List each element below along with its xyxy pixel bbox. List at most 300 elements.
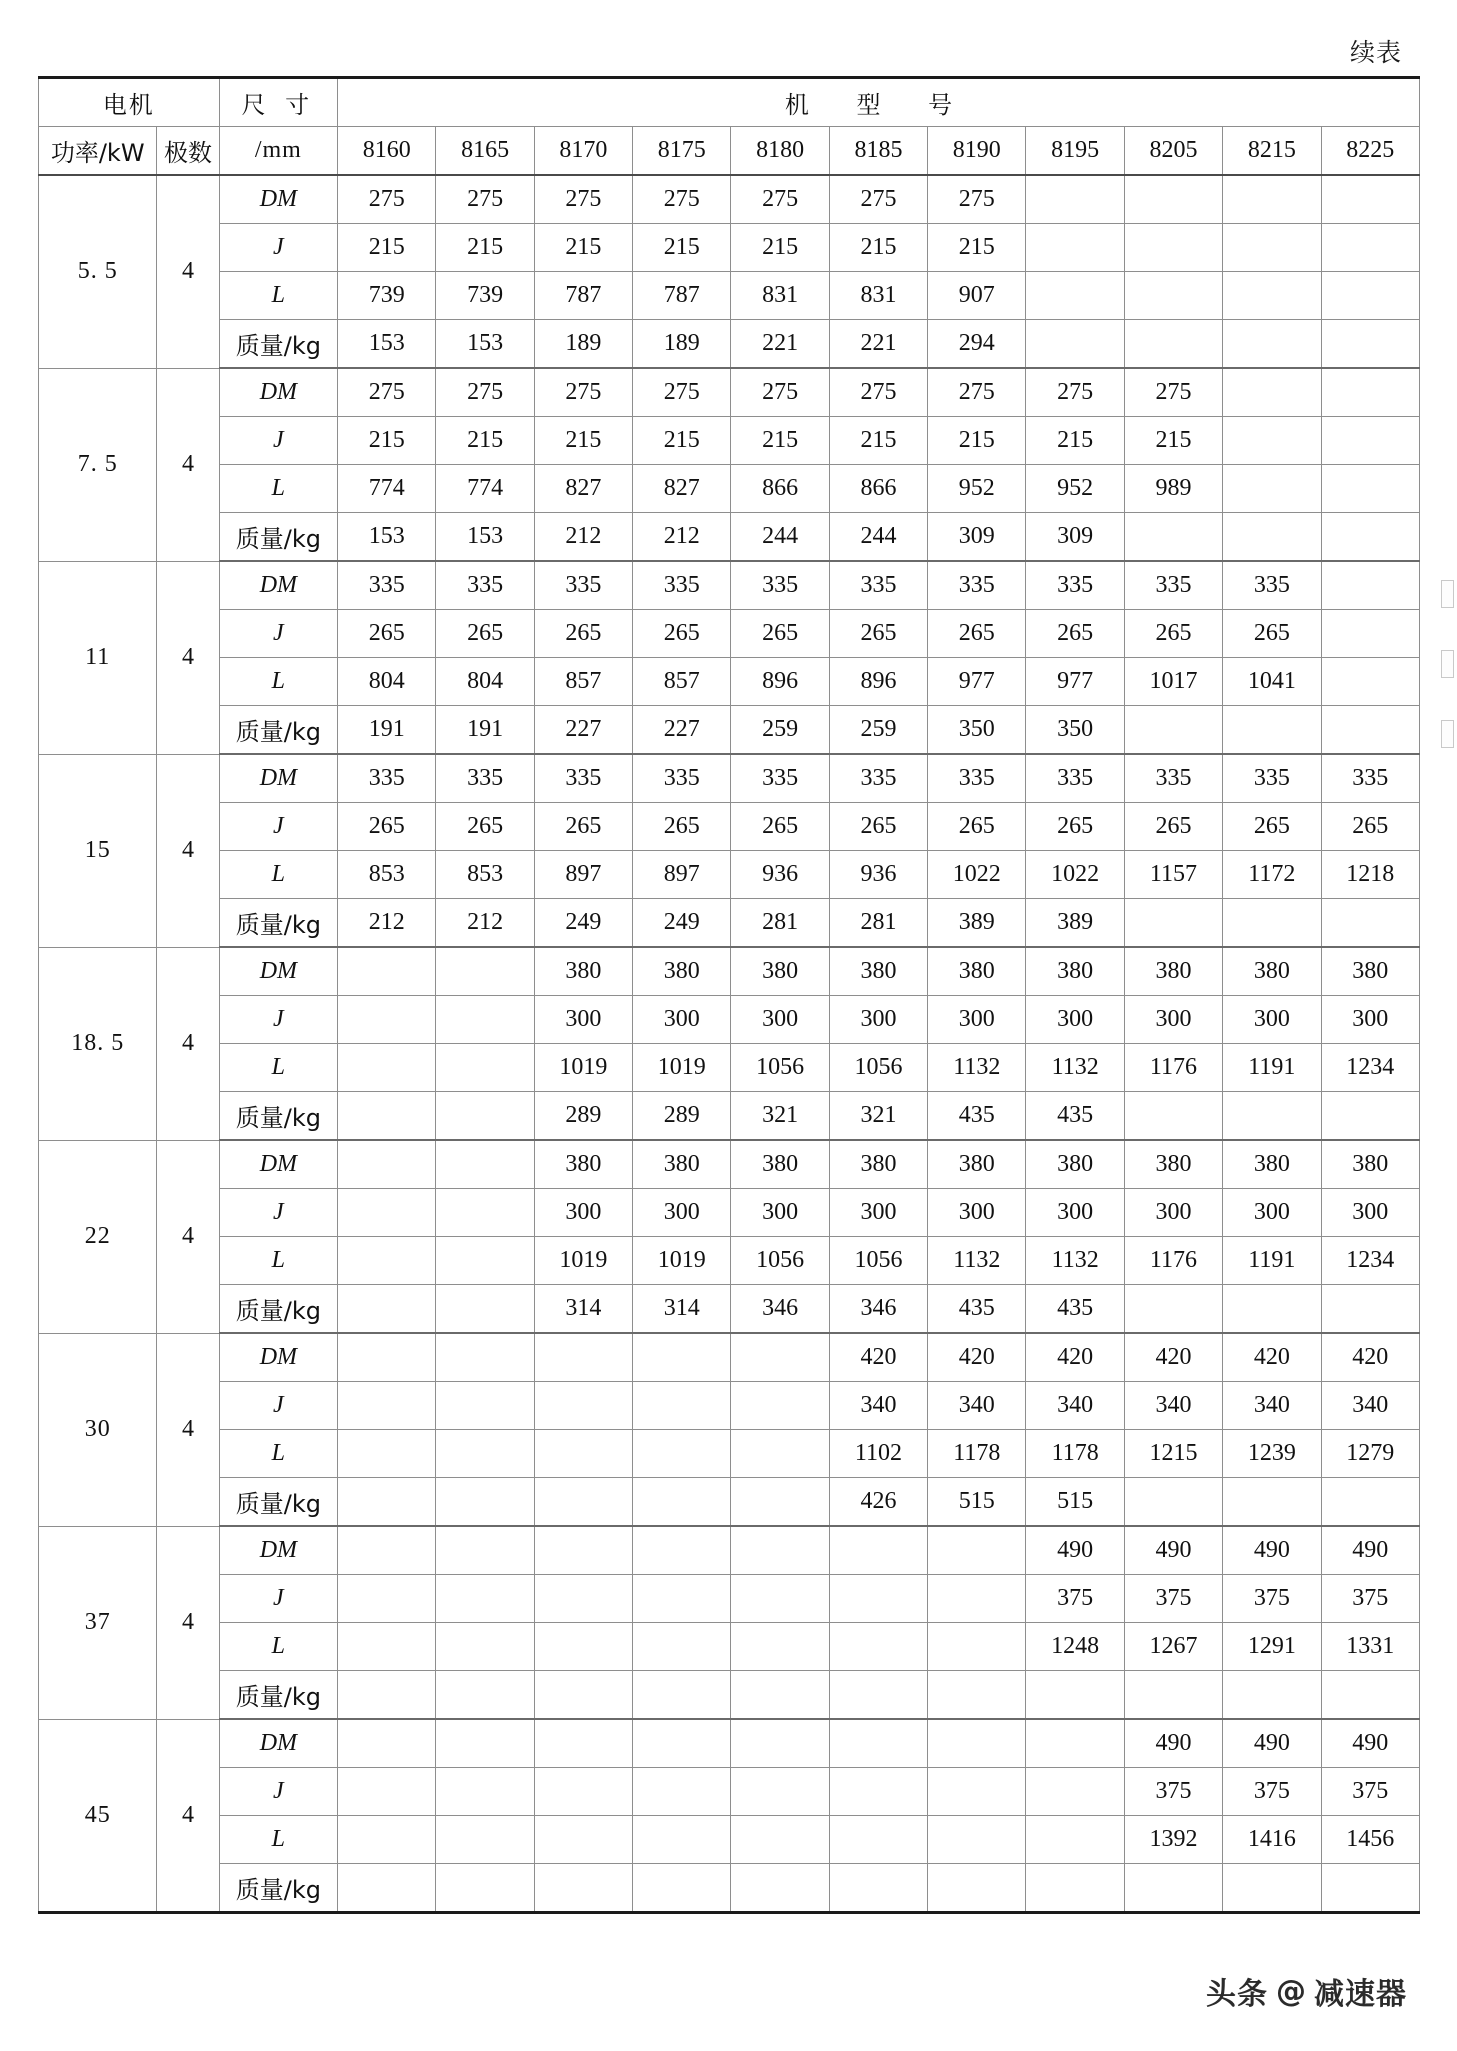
value-cell xyxy=(731,1768,829,1816)
value-cell xyxy=(338,996,436,1044)
value-cell xyxy=(633,1430,731,1478)
value-cell xyxy=(1124,513,1222,562)
value-cell xyxy=(1124,1671,1222,1720)
value-cell xyxy=(436,1719,534,1768)
table-row xyxy=(39,1189,1420,1237)
value-cell: 335 xyxy=(731,754,829,803)
table-row xyxy=(39,1092,1420,1141)
dimension-label-mass: 质量/kg xyxy=(219,1478,337,1527)
value-cell: 350 xyxy=(1026,706,1124,755)
watermark-platform: 头条 xyxy=(1206,1977,1268,2012)
table-row xyxy=(39,1864,1420,1913)
value-cell xyxy=(534,1430,632,1478)
value-cell xyxy=(338,1189,436,1237)
value-cell: 375 xyxy=(1223,1575,1321,1623)
value-cell xyxy=(928,1768,1026,1816)
value-cell xyxy=(928,1526,1026,1575)
value-cell: 215 xyxy=(436,224,534,272)
value-cell: 380 xyxy=(928,1140,1026,1189)
value-cell: 335 xyxy=(928,754,1026,803)
table-row xyxy=(39,658,1420,706)
value-cell xyxy=(1124,272,1222,320)
value-cell: 952 xyxy=(928,465,1026,513)
value-cell: 300 xyxy=(928,1189,1026,1237)
dimension-label-l: L xyxy=(219,465,337,513)
value-cell: 265 xyxy=(829,610,927,658)
value-cell: 350 xyxy=(928,706,1026,755)
power-cell: 5. 5 xyxy=(39,175,157,368)
value-cell: 1178 xyxy=(928,1430,1026,1478)
value-cell: 490 xyxy=(1124,1526,1222,1575)
value-cell xyxy=(1321,465,1420,513)
value-cell: 300 xyxy=(1124,1189,1222,1237)
value-cell: 420 xyxy=(1026,1333,1124,1382)
value-cell xyxy=(1321,561,1420,610)
value-cell: 1041 xyxy=(1223,658,1321,706)
value-cell: 189 xyxy=(633,320,731,369)
value-cell: 335 xyxy=(436,754,534,803)
value-cell xyxy=(633,1575,731,1623)
value-cell: 212 xyxy=(633,513,731,562)
poles-cell: 4 xyxy=(157,1526,219,1719)
value-cell: 490 xyxy=(1124,1719,1222,1768)
dimension-label-mass: 质量/kg xyxy=(219,513,337,562)
value-cell: 831 xyxy=(829,272,927,320)
value-cell: 335 xyxy=(1223,561,1321,610)
value-cell xyxy=(1124,1478,1222,1527)
value-cell xyxy=(1223,465,1321,513)
value-cell: 275 xyxy=(338,175,436,224)
value-cell: 335 xyxy=(1124,754,1222,803)
value-cell xyxy=(436,1575,534,1623)
value-cell: 265 xyxy=(829,803,927,851)
value-cell xyxy=(436,1237,534,1285)
value-cell: 275 xyxy=(436,368,534,417)
table-row xyxy=(39,224,1420,272)
table-row xyxy=(39,513,1420,562)
value-cell xyxy=(829,1719,927,1768)
value-cell: 1191 xyxy=(1223,1044,1321,1092)
value-cell xyxy=(633,1333,731,1382)
value-cell: 300 xyxy=(1223,996,1321,1044)
value-cell: 281 xyxy=(829,899,927,948)
value-cell: 380 xyxy=(633,1140,731,1189)
value-cell: 265 xyxy=(731,610,829,658)
value-cell: 787 xyxy=(534,272,632,320)
value-cell: 275 xyxy=(534,368,632,417)
value-cell xyxy=(436,996,534,1044)
value-cell: 215 xyxy=(534,224,632,272)
value-cell: 1234 xyxy=(1321,1044,1420,1092)
value-cell xyxy=(829,1575,927,1623)
dimension-label-dm: DM xyxy=(219,368,337,417)
value-cell: 420 xyxy=(1321,1333,1420,1382)
value-cell xyxy=(633,1382,731,1430)
dimension-label-dm: DM xyxy=(219,175,337,224)
value-cell: 335 xyxy=(829,754,927,803)
value-cell: 1331 xyxy=(1321,1623,1420,1671)
value-cell: 265 xyxy=(338,610,436,658)
value-cell xyxy=(1223,1478,1321,1527)
dimension-label-j: J xyxy=(219,1382,337,1430)
value-cell: 827 xyxy=(633,465,731,513)
value-cell: 212 xyxy=(436,899,534,948)
value-cell: 977 xyxy=(1026,658,1124,706)
value-cell: 191 xyxy=(436,706,534,755)
value-cell xyxy=(534,1333,632,1382)
value-cell: 340 xyxy=(1124,1382,1222,1430)
table-row xyxy=(39,1333,1420,1382)
value-cell: 420 xyxy=(1223,1333,1321,1382)
value-cell: 300 xyxy=(534,996,632,1044)
power-cell: 11 xyxy=(39,561,157,754)
value-cell xyxy=(1321,513,1420,562)
value-cell: 375 xyxy=(1124,1575,1222,1623)
value-cell: 215 xyxy=(731,417,829,465)
value-cell: 515 xyxy=(1026,1478,1124,1527)
poles-cell: 4 xyxy=(157,1719,219,1913)
continued-table-label: 续表 xyxy=(1349,38,1402,67)
value-cell: 1056 xyxy=(829,1237,927,1285)
value-cell: 1267 xyxy=(1124,1623,1222,1671)
value-cell: 300 xyxy=(534,1189,632,1237)
value-cell: 265 xyxy=(1026,610,1124,658)
value-cell: 221 xyxy=(829,320,927,369)
value-cell xyxy=(338,1092,436,1141)
value-cell: 346 xyxy=(829,1285,927,1334)
value-cell: 389 xyxy=(1026,899,1124,948)
dimension-label-j: J xyxy=(219,224,337,272)
value-cell: 215 xyxy=(338,417,436,465)
poles-cell: 4 xyxy=(157,561,219,754)
value-cell xyxy=(633,1768,731,1816)
value-cell: 380 xyxy=(731,947,829,996)
value-cell xyxy=(1321,224,1420,272)
dimension-label-mass: 质量/kg xyxy=(219,320,337,369)
value-cell: 335 xyxy=(633,561,731,610)
value-cell: 215 xyxy=(829,417,927,465)
dimension-label-mass: 质量/kg xyxy=(219,1671,337,1720)
value-cell: 1056 xyxy=(829,1044,927,1092)
value-cell xyxy=(1223,1285,1321,1334)
table-row xyxy=(39,1285,1420,1334)
value-cell: 300 xyxy=(928,996,1026,1044)
value-cell: 490 xyxy=(1223,1526,1321,1575)
header-model-8175: 8175 xyxy=(633,127,731,176)
value-cell xyxy=(436,1864,534,1913)
dimension-label-mass: 质量/kg xyxy=(219,1864,337,1913)
value-cell xyxy=(1223,272,1321,320)
value-cell: 380 xyxy=(1223,947,1321,996)
dimension-label-l: L xyxy=(219,658,337,706)
value-cell: 380 xyxy=(1321,1140,1420,1189)
value-cell: 265 xyxy=(534,610,632,658)
value-cell: 189 xyxy=(534,320,632,369)
value-cell xyxy=(338,1671,436,1720)
value-cell: 335 xyxy=(633,754,731,803)
value-cell xyxy=(1026,1719,1124,1768)
header-column-row xyxy=(39,127,1420,176)
value-cell: 420 xyxy=(829,1333,927,1382)
value-cell: 265 xyxy=(1124,803,1222,851)
value-cell: 212 xyxy=(338,899,436,948)
value-cell: 907 xyxy=(928,272,1026,320)
table-row xyxy=(39,754,1420,803)
value-cell: 215 xyxy=(829,224,927,272)
value-cell: 380 xyxy=(1026,1140,1124,1189)
value-cell: 1102 xyxy=(829,1430,927,1478)
value-cell xyxy=(338,1237,436,1285)
header-model-8165: 8165 xyxy=(436,127,534,176)
value-cell: 804 xyxy=(338,658,436,706)
header-group-row xyxy=(39,78,1420,127)
header-model-8215: 8215 xyxy=(1223,127,1321,176)
value-cell: 866 xyxy=(731,465,829,513)
value-cell xyxy=(436,1430,534,1478)
value-cell: 380 xyxy=(1321,947,1420,996)
power-cell: 18. 5 xyxy=(39,947,157,1140)
table-row xyxy=(39,947,1420,996)
value-cell: 215 xyxy=(1026,417,1124,465)
value-cell: 380 xyxy=(633,947,731,996)
value-cell xyxy=(436,1285,534,1334)
value-cell: 435 xyxy=(1026,1285,1124,1334)
value-cell: 426 xyxy=(829,1478,927,1527)
value-cell: 380 xyxy=(829,947,927,996)
value-cell: 380 xyxy=(1124,947,1222,996)
dimension-label-j: J xyxy=(219,1768,337,1816)
value-cell xyxy=(1124,224,1222,272)
value-cell xyxy=(436,1189,534,1237)
value-cell: 281 xyxy=(731,899,829,948)
value-cell xyxy=(731,1816,829,1864)
value-cell: 321 xyxy=(731,1092,829,1141)
value-cell xyxy=(534,1623,632,1671)
value-cell xyxy=(1321,899,1420,948)
value-cell: 300 xyxy=(1321,996,1420,1044)
value-cell xyxy=(436,1333,534,1382)
value-cell xyxy=(436,947,534,996)
value-cell: 1172 xyxy=(1223,851,1321,899)
value-cell xyxy=(338,1864,436,1913)
value-cell xyxy=(1124,320,1222,369)
value-cell: 300 xyxy=(1026,1189,1124,1237)
value-cell xyxy=(731,1719,829,1768)
value-cell xyxy=(534,1526,632,1575)
header-model-8160: 8160 xyxy=(338,127,436,176)
poles-cell: 4 xyxy=(157,1333,219,1526)
value-cell: 212 xyxy=(534,513,632,562)
dimension-label-l: L xyxy=(219,1623,337,1671)
value-cell: 1215 xyxy=(1124,1430,1222,1478)
value-cell: 300 xyxy=(1026,996,1124,1044)
value-cell: 275 xyxy=(928,175,1026,224)
value-cell: 375 xyxy=(1223,1768,1321,1816)
value-cell: 897 xyxy=(633,851,731,899)
value-cell xyxy=(1026,1671,1124,1720)
value-cell xyxy=(1026,1864,1124,1913)
value-cell: 300 xyxy=(829,1189,927,1237)
value-cell xyxy=(436,1768,534,1816)
value-cell: 265 xyxy=(1321,803,1420,851)
value-cell: 1056 xyxy=(731,1237,829,1285)
value-cell: 259 xyxy=(731,706,829,755)
table-body xyxy=(39,175,1420,1913)
value-cell xyxy=(928,1575,1026,1623)
value-cell xyxy=(1321,272,1420,320)
header-model-8170: 8170 xyxy=(534,127,632,176)
value-cell: 249 xyxy=(633,899,731,948)
value-cell xyxy=(338,1575,436,1623)
table-row xyxy=(39,899,1420,948)
value-cell: 227 xyxy=(534,706,632,755)
value-cell: 321 xyxy=(829,1092,927,1141)
value-cell: 490 xyxy=(1026,1526,1124,1575)
value-cell xyxy=(1124,175,1222,224)
value-cell: 221 xyxy=(731,320,829,369)
value-cell: 435 xyxy=(1026,1092,1124,1141)
value-cell xyxy=(338,1430,436,1478)
table-row xyxy=(39,851,1420,899)
value-cell: 335 xyxy=(1026,754,1124,803)
value-cell: 335 xyxy=(338,561,436,610)
table-row xyxy=(39,610,1420,658)
header-dimension-unit: /mm xyxy=(219,127,337,176)
value-cell: 952 xyxy=(1026,465,1124,513)
motor-dimension-table xyxy=(38,76,1420,1914)
value-cell xyxy=(1223,899,1321,948)
value-cell: 787 xyxy=(633,272,731,320)
value-cell: 435 xyxy=(928,1285,1026,1334)
value-cell: 897 xyxy=(534,851,632,899)
value-cell: 375 xyxy=(1321,1768,1420,1816)
value-cell: 335 xyxy=(534,561,632,610)
value-cell xyxy=(633,1816,731,1864)
header-dimension-group: 尺 寸 xyxy=(219,78,337,127)
table-row xyxy=(39,175,1420,224)
value-cell xyxy=(731,1430,829,1478)
value-cell xyxy=(1124,899,1222,948)
value-cell xyxy=(633,1719,731,1768)
value-cell: 153 xyxy=(436,320,534,369)
table-row xyxy=(39,320,1420,369)
value-cell xyxy=(338,1044,436,1092)
value-cell: 265 xyxy=(534,803,632,851)
value-cell xyxy=(829,1816,927,1864)
value-cell xyxy=(534,1575,632,1623)
table-row xyxy=(39,1671,1420,1720)
value-cell xyxy=(534,1768,632,1816)
value-cell xyxy=(928,1623,1026,1671)
value-cell: 1218 xyxy=(1321,851,1420,899)
value-cell xyxy=(829,1864,927,1913)
value-cell xyxy=(731,1864,829,1913)
value-cell xyxy=(338,1623,436,1671)
value-cell xyxy=(338,1719,436,1768)
value-cell xyxy=(1124,1092,1222,1141)
value-cell: 309 xyxy=(1026,513,1124,562)
value-cell: 1178 xyxy=(1026,1430,1124,1478)
value-cell xyxy=(436,1140,534,1189)
value-cell: 1019 xyxy=(633,1237,731,1285)
table-row xyxy=(39,272,1420,320)
value-cell: 259 xyxy=(829,706,927,755)
dimension-label-l: L xyxy=(219,1237,337,1285)
value-cell xyxy=(633,1526,731,1575)
value-cell: 340 xyxy=(1026,1382,1124,1430)
value-cell: 1234 xyxy=(1321,1237,1420,1285)
dimension-label-dm: DM xyxy=(219,1333,337,1382)
value-cell xyxy=(731,1671,829,1720)
value-cell xyxy=(928,1719,1026,1768)
value-cell xyxy=(338,1382,436,1430)
value-cell: 774 xyxy=(436,465,534,513)
power-cell: 15 xyxy=(39,754,157,947)
value-cell xyxy=(1026,1768,1124,1816)
page-edge-marks xyxy=(1441,580,1457,790)
value-cell: 275 xyxy=(829,368,927,417)
value-cell: 739 xyxy=(338,272,436,320)
value-cell: 335 xyxy=(1124,561,1222,610)
value-cell xyxy=(338,1768,436,1816)
value-cell: 265 xyxy=(731,803,829,851)
value-cell xyxy=(534,1478,632,1527)
value-cell: 275 xyxy=(731,368,829,417)
value-cell: 215 xyxy=(731,224,829,272)
table-row xyxy=(39,465,1420,513)
value-cell xyxy=(534,1382,632,1430)
value-cell: 375 xyxy=(1321,1575,1420,1623)
value-cell: 275 xyxy=(338,368,436,417)
value-cell xyxy=(731,1333,829,1382)
value-cell xyxy=(436,1816,534,1864)
header-model-8190: 8190 xyxy=(928,127,1026,176)
header-poles-column: 极数 xyxy=(157,127,219,176)
header-model-group: 机 型 号 xyxy=(338,78,1420,127)
value-cell xyxy=(1223,320,1321,369)
dimension-label-j: J xyxy=(219,1575,337,1623)
value-cell: 1019 xyxy=(534,1237,632,1285)
table-row xyxy=(39,1768,1420,1816)
table-row xyxy=(39,1719,1420,1768)
header-power-column: 功率/kW xyxy=(39,127,157,176)
value-cell: 490 xyxy=(1321,1526,1420,1575)
value-cell xyxy=(436,1044,534,1092)
value-cell: 1456 xyxy=(1321,1816,1420,1864)
value-cell: 275 xyxy=(633,175,731,224)
value-cell xyxy=(1026,1816,1124,1864)
value-cell: 215 xyxy=(928,224,1026,272)
value-cell: 300 xyxy=(633,1189,731,1237)
power-cell: 45 xyxy=(39,1719,157,1913)
value-cell: 275 xyxy=(731,175,829,224)
value-cell: 774 xyxy=(338,465,436,513)
value-cell: 340 xyxy=(1321,1382,1420,1430)
value-cell xyxy=(534,1816,632,1864)
table-row xyxy=(39,1623,1420,1671)
dimension-label-mass: 质量/kg xyxy=(219,1285,337,1334)
value-cell xyxy=(1223,1864,1321,1913)
value-cell xyxy=(338,1333,436,1382)
table-row xyxy=(39,1044,1420,1092)
value-cell: 265 xyxy=(1223,610,1321,658)
value-cell: 265 xyxy=(1223,803,1321,851)
value-cell xyxy=(1026,320,1124,369)
value-cell xyxy=(928,1671,1026,1720)
dimension-label-mass: 质量/kg xyxy=(219,706,337,755)
value-cell: 300 xyxy=(731,996,829,1044)
value-cell: 215 xyxy=(633,224,731,272)
